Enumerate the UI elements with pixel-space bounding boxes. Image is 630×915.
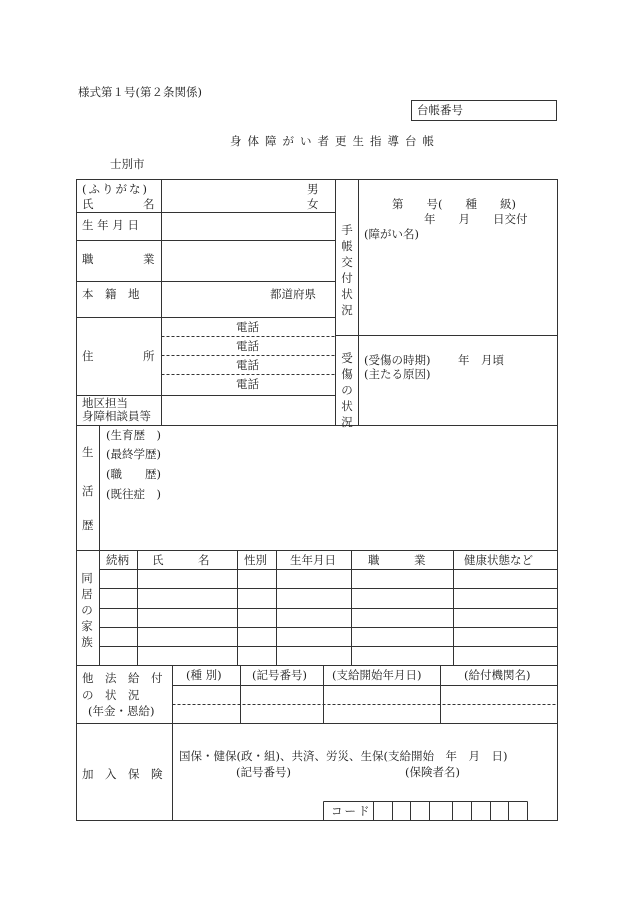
phone-label-3: 電話 [236, 358, 259, 372]
district-label-2: 身障相談員等 [82, 409, 151, 423]
birthdate-label: 生 年 月 日 [82, 218, 139, 232]
benefits-label-3: (年金・恩給) [88, 704, 155, 718]
family-header-birthdate: 生年月日 [290, 553, 336, 567]
benefits-header-start-date: (支給開始年月日) [332, 668, 422, 682]
history-item-education: (最終学歴) [106, 447, 161, 461]
gender-male[interactable]: 男 [307, 182, 319, 196]
injury-cause-label: (主たる原因) [364, 367, 431, 381]
district-label-1: 地区担当 [82, 396, 128, 410]
injury-time-suffix: 年 月頃 [458, 353, 504, 367]
history-item-medical: (既往症 ) [106, 487, 161, 501]
family-header-relation: 続柄 [106, 553, 129, 567]
family-header-name: 氏 名 [152, 553, 210, 567]
insurance-symbol-number: (記号番号) [236, 765, 291, 779]
gender-female[interactable]: 女 [307, 197, 319, 211]
history-item-upbringing: (生育歴 ) [106, 428, 161, 442]
furigana-label: (ふりがな) [82, 182, 149, 196]
family-header-health: 健康状態など [464, 553, 533, 567]
history-label-3: 歴 [82, 518, 94, 532]
benefits-label-1: 他 法 給 付 [82, 671, 163, 685]
insurance-label: 加 入 保 険 [82, 767, 163, 781]
insurance-code-label: コード [331, 804, 372, 818]
handbook-date-line: 年 月 日交付 [424, 212, 528, 226]
city-name: 士別市 [110, 157, 145, 171]
handbook-label: 手帳交付状況 [341, 223, 353, 317]
injury-label: 受傷の状況 [341, 351, 353, 429]
prefecture-suffix: 都道府県 [270, 287, 316, 301]
form-number: 様式第１号(第２条関係) [78, 85, 202, 99]
history-label-1: 生 [82, 445, 94, 459]
domicile-label: 本 籍 地 [82, 287, 140, 301]
insurance-insurer-name: (保険者名) [405, 765, 460, 779]
disability-name-label: (障がい名) [364, 227, 419, 241]
address-label-1: 住 [82, 349, 94, 363]
history-label-2: 活 [82, 484, 94, 498]
history-item-work: (職 歴) [106, 467, 161, 481]
name-label-1: 氏 [82, 197, 94, 211]
handbook-number-line: 第 号( 種 級) [392, 197, 516, 211]
insurance-line-1: 国保・健保(政・組)、共済、労災、生保(支給開始 年 月 日) [179, 749, 508, 763]
page-title: 身体障がい者更生指導台帳 [230, 134, 440, 148]
family-label: 同居の家族 [81, 571, 93, 649]
benefits-header-agency: (給付機関名) [464, 668, 531, 682]
phone-label-1: 電話 [236, 320, 259, 334]
benefits-label-2: の 状 況 [82, 688, 140, 702]
phone-label-4: 電話 [236, 377, 259, 391]
name-label-2: 名 [143, 197, 155, 211]
benefits-header-number: (記号番号) [252, 668, 307, 682]
family-header-gender: 性別 [244, 553, 267, 567]
ledger-number-label: 台帳番号 [417, 103, 463, 117]
family-header-occupation: 職 業 [368, 553, 426, 567]
benefits-header-type: (種 別) [186, 668, 222, 682]
address-label-2: 所 [143, 349, 155, 363]
phone-label-2: 電話 [236, 339, 259, 353]
occupation-label-1: 職 [82, 252, 94, 266]
occupation-label-2: 業 [143, 252, 155, 266]
injury-time-label: (受傷の時期) [364, 353, 431, 367]
